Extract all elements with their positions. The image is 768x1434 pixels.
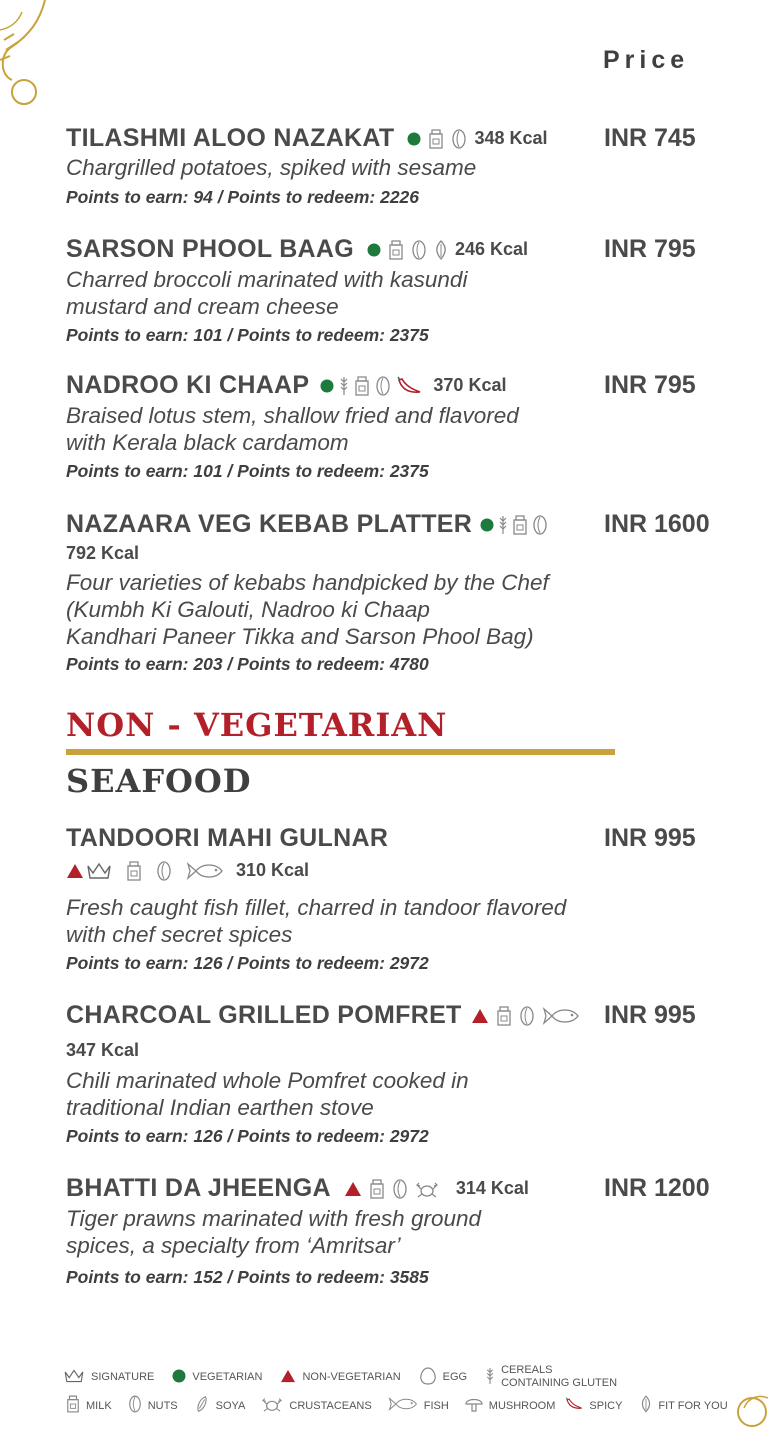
dish-price: INR 1600 [604,510,710,538]
loyalty-points: Points to earn: 101 / Points to redeem: 2375 [66,461,429,481]
dish-name: BHATTI DA JHEENGA [66,1174,331,1202]
calorie-count: 370 Kcal [433,375,507,395]
spicy-icon [396,376,422,396]
non-vegetarian-icon [471,1008,489,1024]
non-vegetarian-icon [280,1369,296,1386]
dish-price: INR 1200 [604,1174,710,1202]
legend-item: NON-VEGETARIAN [280,1369,400,1386]
egg-icon [419,1367,437,1388]
calorie-count: 314 Kcal [455,1178,529,1198]
fit-for-you-icon [434,240,448,260]
dish-price: INR 995 [604,1001,696,1029]
crustaceans-icon [261,1395,283,1416]
menu-item-header [66,510,548,539]
dish-name: NADROO KI CHAAP [66,371,310,399]
nuts-icon [411,240,427,260]
milk-icon [354,376,370,396]
spicy-icon [565,1396,583,1415]
calorie-count: 792 Kcal [66,543,140,563]
legend-item: FIT FOR YOU [640,1395,727,1416]
legend-item: VEGETARIAN [172,1369,262,1386]
milk-icon [126,861,142,881]
dish-description: Fresh caught fish fillet, charred in tandoor flavored with chef secret spices [66,895,567,947]
corner-flourish-top-left [0,0,60,110]
legend-item: SOYA [194,1395,246,1416]
loyalty-points: Points to earn: 126 / Points to redeem: 2972 [66,1126,429,1146]
legend-item: CEREALS CONTAINING GLUTEN [485,1364,617,1390]
dish-description: Four varieties of kebabs handpicked by the Chef (Kumbh Ki Galouti, Nadroo ki Chaap Kandhari Paneer Tikka and Sarson Phool Bag) [66,570,549,649]
section-title-non-vegetarian: NON - VEGETARIAN [66,706,448,744]
dish-name: NAZAARA VEG KEBAB PLATTER [66,510,473,538]
dish-name: SARSON PHOOL BAAG [66,235,354,263]
calorie-count: 348 Kcal [474,128,548,148]
legend-item: MILK [66,1395,112,1416]
menu-item-header [66,1001,580,1030]
milk-icon [512,515,528,535]
dish-price: INR 795 [604,235,696,263]
menu-item-header [66,235,528,264]
dish-description: Chili marinated whole Pomfret cooked in traditional Indian earthen stove [66,1068,469,1120]
dish-price: INR 745 [604,124,696,152]
non-vegetarian-icon [344,1181,362,1197]
legend-item: EGG [419,1367,467,1388]
dish-description: Tiger prawns marinated with fresh ground spices, a specialty from ‘Amritsar’ [66,1206,481,1258]
loyalty-points: Points to earn: 203 / Points to redeem: 4780 [66,654,429,674]
calorie-count: 310 Kcal [236,860,310,880]
nuts-icon [156,861,172,881]
signature-icon [86,861,112,881]
vegetarian-icon [172,1369,186,1386]
loyalty-points: Points to earn: 101 / Points to redeem: 2375 [66,325,429,345]
vegetarian-icon [480,518,494,532]
dish-price: INR 995 [604,824,696,852]
non-vegetarian-icon [66,863,84,879]
nuts-icon [532,515,548,535]
section-title-seafood: SEAFOOD [66,762,252,800]
signature-icon [63,1368,85,1387]
calorie-count: 246 Kcal [455,239,529,259]
dish-name: CHARCOAL GRILLED POMFRET [66,1001,462,1029]
legend-item: MUSHROOM [465,1395,556,1416]
dish-description: Chargrilled potatoes, spiked with sesame [66,155,477,180]
crustaceans-icon [415,1179,439,1199]
section-divider [66,749,615,755]
price-column-header: Price [603,46,690,74]
fish-icon [388,1396,418,1415]
dish-price: INR 795 [604,371,696,399]
legend-item: NUTS [128,1395,178,1416]
nuts-icon [451,129,467,149]
menu-item-header [66,371,506,400]
fish-icon [186,861,224,881]
nuts-icon [519,1006,535,1026]
vegetarian-icon [320,379,334,393]
gluten-icon [485,1367,495,1388]
nuts-icon [392,1179,408,1199]
loyalty-points: Points to earn: 152 / Points to redeem: 3585 [66,1267,429,1287]
milk-icon [428,129,444,149]
dish-description: Charred broccoli marinated with kasundi mustard and cream cheese [66,267,468,319]
loyalty-points: Points to earn: 126 / Points to redeem: 2972 [66,953,429,973]
fish-icon [542,1006,580,1026]
milk-icon [496,1006,512,1026]
calorie-count: 347 Kcal [66,1040,140,1060]
loyalty-points: Points to earn: 94 / Points to redeem: 2226 [66,187,420,207]
legend-row-2 [66,1395,728,1416]
vegetarian-icon [407,132,421,146]
gluten-icon [498,515,508,535]
legend-row-1 [63,1364,635,1390]
mushroom-icon [465,1395,483,1416]
milk-icon [369,1179,385,1199]
nuts-icon [128,1395,142,1416]
legend-item: SPICY [565,1396,622,1415]
nuts-icon [375,376,391,396]
legend-item: CRUSTACEANS [261,1395,371,1416]
dish-description: Braised lotus stem, shallow fried and flavored with Kerala black cardamom [66,403,519,455]
fit-for-you-icon [640,1395,652,1416]
legend-item: SIGNATURE [63,1368,154,1387]
soya-icon [194,1395,210,1416]
menu-item-header [66,1174,529,1203]
dish-name: TANDOORI MAHI GULNAR [66,824,389,852]
corner-flourish-bottom-right [728,1384,768,1434]
milk-icon [66,1395,80,1416]
gluten-icon [339,376,349,396]
dish-name: TILASHMI ALOO NAZAKAT [66,124,395,152]
milk-icon [388,240,404,260]
dish-icons [66,860,309,881]
legend-item: FISH [388,1396,449,1415]
vegetarian-icon [367,243,381,257]
